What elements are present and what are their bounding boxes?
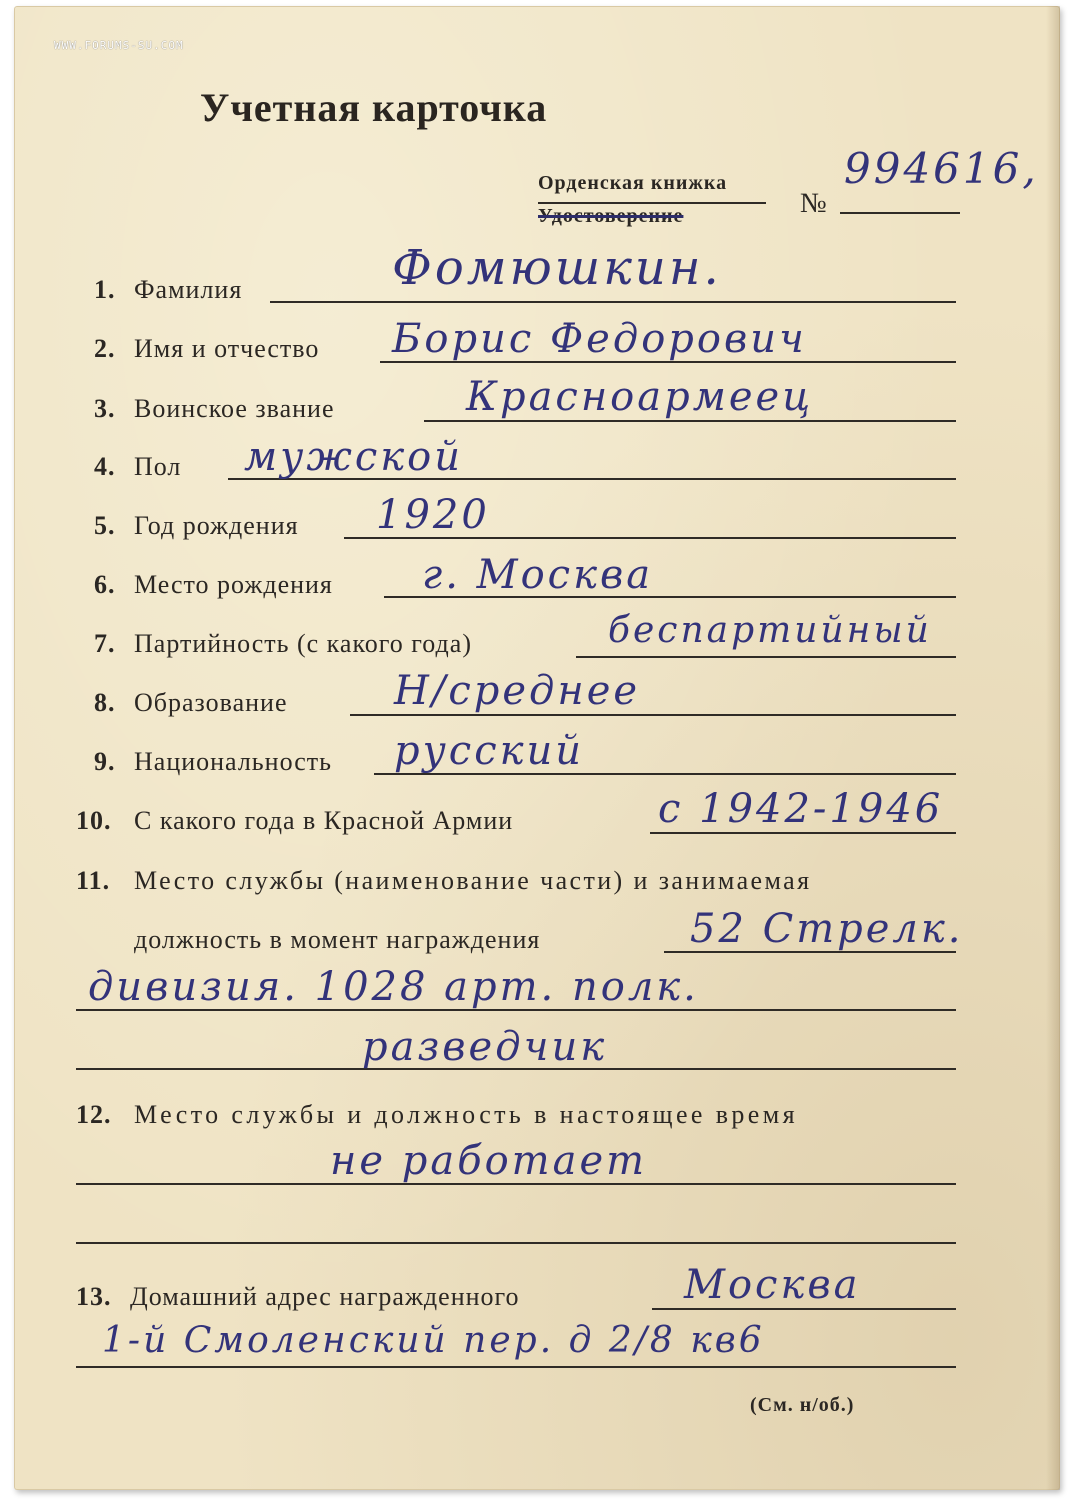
- card-title: Учетная карточка: [200, 85, 548, 130]
- field-11-value-line3: разведчик: [362, 1024, 608, 1070]
- field-13-line1: [652, 1308, 956, 1310]
- field-4-num: 4.: [94, 452, 116, 481]
- field-12-label: Место службы и должность в настоящее время: [134, 1100, 798, 1129]
- field-9-label: Национальность: [134, 747, 332, 776]
- doc-type-certificate: Удостоверение: [538, 205, 684, 227]
- field-3-value: Красноармеец: [466, 374, 814, 420]
- field-2-label: Имя и отчество: [134, 334, 320, 363]
- field-1-value: Фомюшкин.: [392, 240, 722, 296]
- field-10-value: с 1942-1946: [658, 786, 944, 832]
- field-9-num: 9.: [94, 747, 116, 776]
- field-9-value: русский: [394, 728, 585, 774]
- number-line: [840, 212, 960, 214]
- field-11-value-line2: дивизия. 1028 арт. полк.: [88, 964, 699, 1010]
- number-label: №: [800, 188, 828, 219]
- field-7-value: беспартийный: [608, 610, 932, 651]
- field-5-label: Год рождения: [134, 511, 299, 540]
- field-2-num: 2.: [94, 334, 116, 363]
- field-2-value: Борис Федорович: [392, 316, 807, 362]
- field-4-value: мужской: [244, 434, 463, 480]
- field-8-num: 8.: [94, 688, 116, 717]
- field-1-num: 1.: [94, 275, 116, 304]
- field-1-line: [270, 301, 956, 303]
- field-13-label: Домашний адрес награжденного: [130, 1282, 520, 1311]
- card-edge-shadow: [1046, 6, 1060, 1490]
- doc-type-divider: [538, 202, 766, 204]
- field-3-line: [424, 420, 956, 422]
- field-13-value-line2: 1-й Смоленский пер. д 2/8 кв6: [102, 1320, 765, 1361]
- field-3-num: 3.: [94, 394, 116, 423]
- field-3-label: Воинское звание: [134, 394, 335, 423]
- field-12-line2: [76, 1242, 956, 1244]
- registration-card: [14, 6, 1060, 1490]
- field-6-label: Место рождения: [134, 570, 333, 599]
- field-11-label-line2: должность в момент награждения: [134, 925, 541, 954]
- field-11-label-line1: Место службы (наименование части) и занимаемая: [134, 866, 812, 895]
- field-10-label: С какого года в Красной Армии: [134, 806, 514, 835]
- watermark: WWW.FORUMS-SU.COM: [54, 39, 184, 52]
- field-7-label: Партийность (с какого года): [134, 629, 472, 658]
- field-13-value-line1: Москва: [684, 1262, 861, 1308]
- field-7-num: 7.: [94, 629, 116, 658]
- field-5-value: 1920: [376, 492, 490, 538]
- field-11-num: 11.: [76, 866, 111, 895]
- field-13-num: 13.: [76, 1282, 112, 1311]
- field-1-label: Фамилия: [134, 275, 243, 304]
- field-6-value: г. Москва: [422, 552, 654, 598]
- field-8-line: [350, 714, 956, 716]
- field-6-num: 6.: [94, 570, 116, 599]
- field-13-line2: [76, 1366, 956, 1368]
- field-5-num: 5.: [94, 511, 116, 540]
- doc-type-order-book: Орденская книжка: [538, 172, 728, 194]
- field-10-line: [650, 832, 956, 834]
- field-8-label: Образование: [134, 688, 288, 717]
- field-12-value: не работает: [330, 1138, 648, 1184]
- number-value: 994616,: [844, 144, 1039, 193]
- footer-note: (См. н/об.): [750, 1394, 855, 1416]
- field-10-num: 10.: [76, 806, 112, 835]
- field-7-line: [576, 656, 956, 658]
- field-4-label: Пол: [134, 452, 182, 481]
- field-8-value: Н/среднее: [394, 668, 641, 714]
- field-12-num: 12.: [76, 1100, 112, 1129]
- field-11-value-line1: 52 Стрелк.: [690, 906, 964, 952]
